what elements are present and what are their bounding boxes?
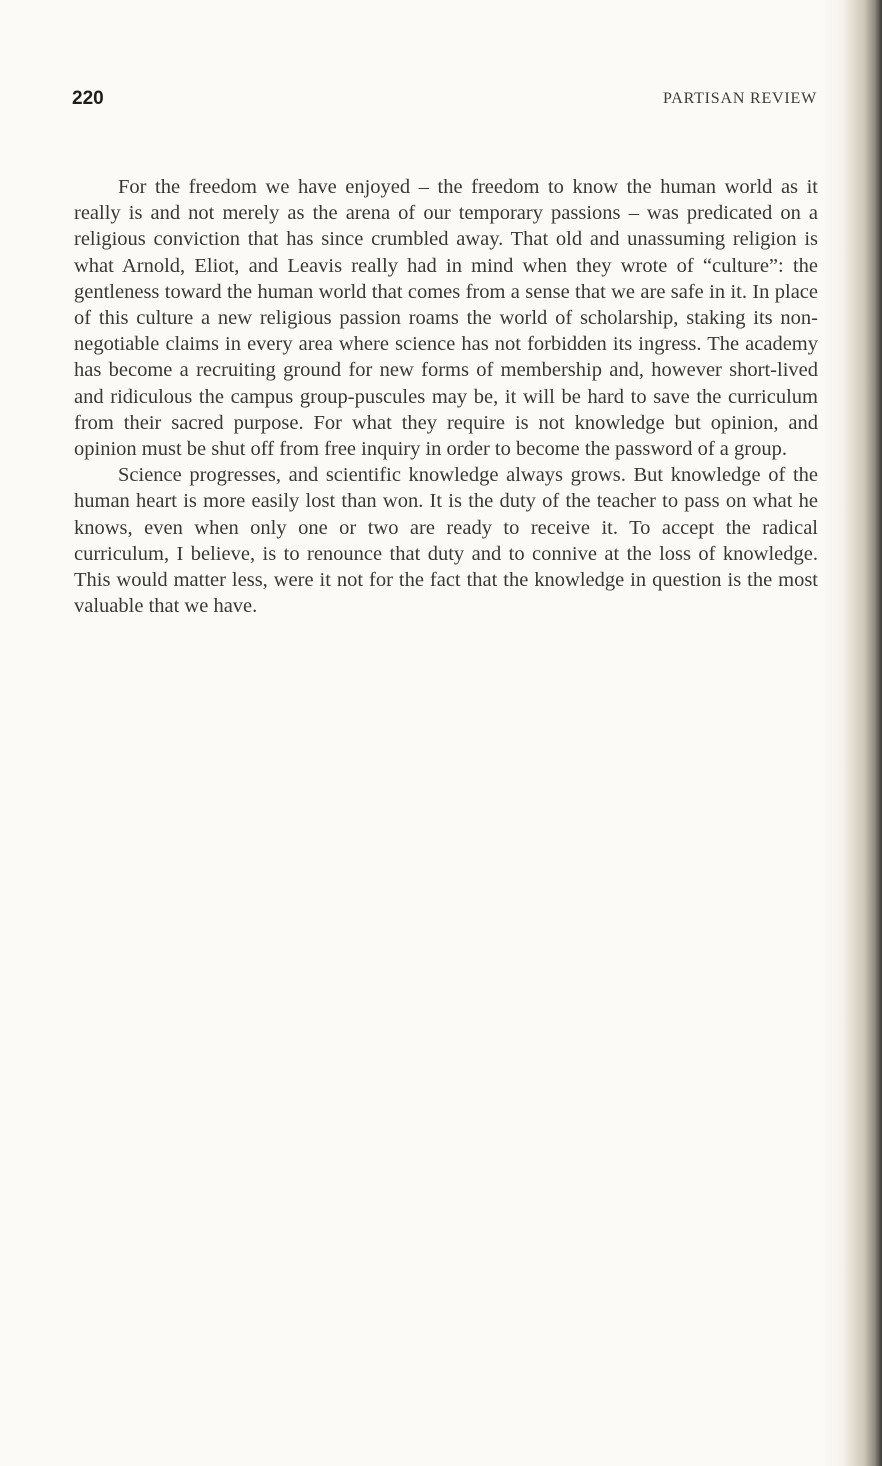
page-number: 220: [72, 88, 104, 109]
body-text: [74, 174, 818, 619]
paragraph-2: Science progresses, and scientific knowledge always grows. But knowledge of the human heart is more easily lost than won. It is the duty of the teacher to pass on what he knows, even when only one or two are ready to receive it. To accept the radical curriculum, I believe, is to renounce that duty and to connive at the loss of knowledge. This would matter less, were it not for the fact that the knowledge in question is the most valuable that we have.: [74, 464, 818, 618]
paragraph-1: For the freedom we have enjoyed – the freedom to know the human world as it really is and not merely as the arena of our temporary passions – was predicated on a religious conviction that has since crumbled away. That old and unassuming religion is what Arnold, Eliot, and Leavis really had in mind when they wrote of “culture”: the gentleness toward the human world that comes from a sense that we are safe in it. In place of this culture a new religious passion roams the world of scholarship, staking its non-negotiable claims in every area where science has not forbidden its ingress. The academy has become a recruiting ground for new forms of membership and, however short-lived and ridiculous the campus group-puscules may be, it will be hard to save the curriculum from their sacred purpose. For what they require is not knowledge but opinion, and opinion must be shut off from free inquiry in order to become the password of a group.: [74, 176, 818, 461]
book-spine-shadow: [822, 0, 882, 1466]
running-head: PARTISAN REVIEW: [662, 90, 817, 107]
